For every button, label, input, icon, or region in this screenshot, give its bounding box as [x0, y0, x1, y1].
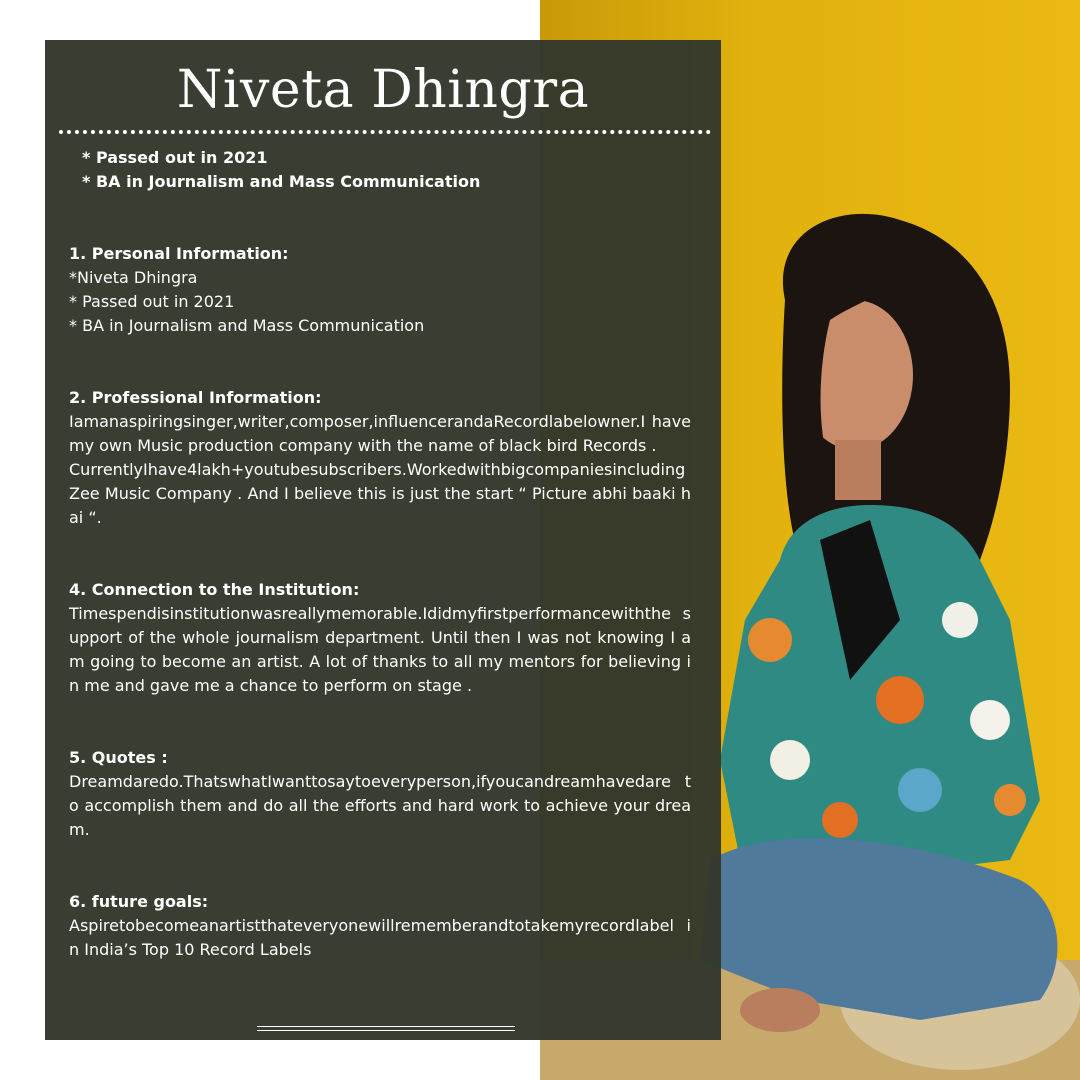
intro-line: * Passed out in 2021: [82, 148, 268, 167]
section-heading: 2. Professional Information:: [69, 388, 322, 407]
section-paragraph: Dreamdaredo.ThatswhatIwanttosaytoeveryperson,ifyoucandreamhavedare to accomplish them and do all the efforts and hard work to achieve your dream.: [69, 772, 691, 839]
section-line: * BA in Journalism and Mass Communication: [69, 316, 425, 335]
section-personal-information: [69, 242, 691, 338]
section-heading: 6. future goals:: [69, 892, 209, 911]
section-paragraph: CurrentlyIhave4lakh+youtubesubscribers.Workedwithbigcompaniesincluding Zee Music Company . And I believe this is just the start “ Picture abhi baaki hai “.: [69, 460, 691, 527]
profile-panel: [45, 40, 721, 1040]
profile-name-title: Niveta Dhingra: [176, 60, 590, 120]
section-professional-information: [69, 386, 691, 530]
section-heading: 4. Connection to the Institution:: [69, 580, 360, 599]
section-quotes: [69, 746, 691, 842]
profile-sections: [69, 242, 691, 1010]
bottom-divider: [257, 1026, 515, 1031]
section-line: *Niveta Dhingra: [69, 268, 198, 287]
section-line: * Passed out in 2021: [69, 292, 235, 311]
section-future-goals: [69, 890, 691, 962]
intro-summary: [82, 146, 702, 194]
section-paragraph: Iamanaspiringsinger,writer,composer,influencerandaRecordlabelowner.I have my own Music production company with the name of black bird Records .: [69, 412, 691, 455]
section-paragraph: Aspiretobecomeanartistthateveryonewillrememberandtotakemyrecordlabel in India’s Top 10 Record Labels: [69, 916, 691, 959]
section-paragraph: Timespendisinstitutionwasreallymemorable.Ididmyfirstperformancewiththe support of the whole journalism department. Until then I was not knowing I am going to become an artist. A lot of thanks to all my mentors for believing in me and gave me a chance to perform on stage .: [69, 604, 691, 695]
dotted-divider: [59, 130, 711, 134]
section-connection-to-institution: [69, 578, 691, 698]
intro-line: * BA in Journalism and Mass Communication: [82, 172, 481, 191]
section-heading: 5. Quotes :: [69, 748, 168, 767]
section-heading: 1. Personal Information:: [69, 244, 289, 263]
